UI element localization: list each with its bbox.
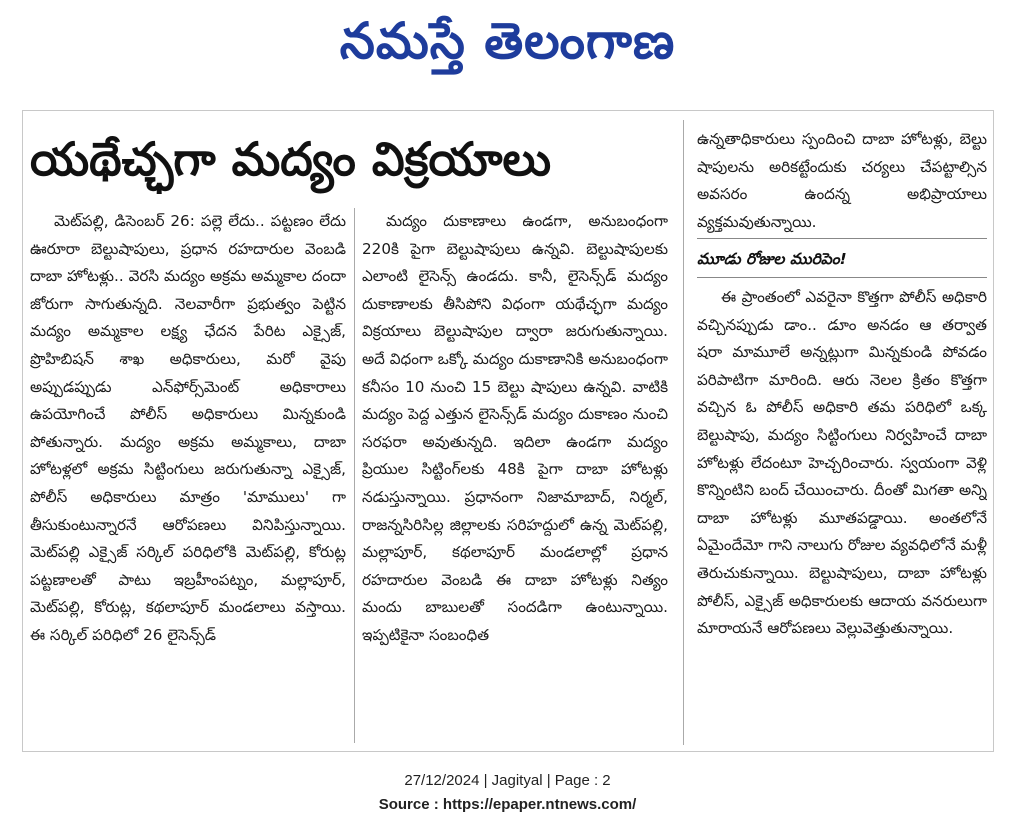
paragraph: మెట్‌పల్లి, డిసెంబర్ 26: పల్లె లేదు.. పట్టణం లేదు ఊరూరా బెల్టుషాపులు, ప్రధాన రహదారుల వెంబడి దాబా హోటళ్లు.. వెరసి మద్యం అక్రమ అమ్మకాల దందా జోరుగా సాగుతున్నది. నెలవారీగా ప్రభుత్వం పెట్టిన మద్యం అమ్మకాల లక్ష్య ఛేదన పేరిట ఎక్సైజ్, ప్రొహిబిషన్ శాఖ అధికారులు, మరో వైపు అప్పుడప్పుడు ఎన్‌ఫోర్స్‌మెంట్ అధికారాలు ఉపయోగించే పోలీస్ అధికారులు మిన్నకుండి పోతున్నారు. మద్యం అక్రమ అమ్మకాలు, దాబా హోటళ్లలో అక్రమ సిట్టింగులు జరుగుతున్నా ఎక్సైజ్, పోలీస్ అధికారులు మాత్రం 'మాములు' గా తీసుకుంటున్నారనే ఆరోపణలు వినిపిస్తున్నాయి. మెట్‌పల్లి ఎక్సైజ్ సర్కిల్ పరిధిలోకి మెట్‌పల్లి, కోరుట్ల పట్టణాలతో పాటు ఇబ్రహీంపట్నం, మల్లాపూర్, మెట్‌పల్లి, కోరుట్ల, కథలాపూర్ మండలాలు వస్తాయి. ఈ సర్కిల్ పరిధిలో 26 లైసెన్స్‌డ్ — [30, 212, 346, 644]
column-divider — [683, 120, 684, 745]
article-column-3-bottom — [697, 284, 987, 744]
paragraph: ఉన్నతాధికారులు స్పందించి దాబా హోటళ్లు, బెల్టు షాపులను అరికట్టేందుకు చర్యలు చేపట్టాల్సిన అవసరం ఉందన్న అభిప్రాయాలు వ్యక్తమవుతున్నాయి. — [697, 130, 987, 231]
article-headline: యథేచ్ఛగా మద్యం విక్రయాలు — [30, 132, 552, 186]
article-column-3-top — [697, 126, 987, 234]
sub-heading: మూడు రోజుల మురిపెం! — [697, 238, 987, 278]
footer-date-line: 27/12/2024 | Jagityal | Page : 2 — [404, 772, 611, 789]
column-divider — [354, 208, 355, 743]
article-column-2 — [362, 208, 668, 743]
paragraph: మద్యం దుకాణాలు ఉండగా, అనుబంధంగా 220కి పైగా బెల్టుషాపులు ఉన్నవి. బెల్టుషాపులకు ఎలాంటి లైసెన్స్ ఉండదు. కానీ, లైసెన్స్‌డ్ మద్యం దుకాణాలకు తీసిపోని విధంగా యథేచ్ఛగా మద్యం విక్రయాలు బెల్టుషాపుల ద్వారా జరుగుతున్నాయి. అదే విధంగా ఒక్కో మద్యం దుకాణానికి అనుబంధంగా కనీసం 10 నుంచి 15 బెల్టు షాపులు ఉన్నవి. వాటికి మద్యం పెద్ద ఎత్తున లైసెన్స్‌డ్ మద్యం దుకాణం నుంచి సరఫరా అవుతున్నది. ఇదిలా ఉండగా మద్యం ప్రియుల సిట్టింగ్‌లకు 48కి పైగా దాబా హోటళ్లు నడుస్తున్నాయి. ప్రధానంగా నిజామాబాద్, నిర్మల్, రాజన్నసిరిసిల్ల జిల్లాలకు సరిహద్దులో ఉన్న మెట్‌పల్లి, మల్లాపూర్, కథలాపూర్ మండలాల్లో ప్రధాన రహదారుల వెంబడి ఈ దాబా హోటళ్లు నిత్యం మందు బాబులతో సందడిగా ఉంటున్నాయి. ఇప్పటికైనా సంబంధిత — [362, 212, 668, 644]
masthead-logo: నమస్తే తెలంగాణ — [339, 12, 676, 70]
footer-source-line: Source : https://epaper.ntnews.com/ — [378, 796, 637, 813]
paragraph: ఈ ప్రాంతంలో ఎవరైనా కొత్తగా పోలీస్ అధికారి వచ్చినప్పుడు డాం.. డూం అనడం ఆ తర్వాత షరా మామూలే అన్నట్లుగా మిన్నకుండి పోవడం పరిపాటిగా మారింది. ఆరు నెలల క్రితం కొత్తగా వచ్చిన ఓ పోలీస్ అధికారి తమ పరిధిలో ఒక్క బెల్టుషాపు, మద్యం సిట్టింగులు నిర్వహించే దాబా హోటళ్లు లేదంటూ హెచ్చరించారు. స్వయంగా వెళ్లి కొన్నింటిని బంద్ చేయించారు. దీంతో మిగతా అన్ని దాబా హోటళ్లు మూతపడ్డాయి. అంతలోనే ఏమైందేమో గాని నాలుగు రోజుల వ్యవధిలోనే మళ్లీ తెరుచుకున్నాయి. బెల్టుషాపులు, దాబా హోటళ్లు పోలీస్, ఎక్సైజ్ అధికారులకు ఆదాయ వనరులుగా మారాయనే ఆరోపణలు వెల్లువెత్తుతున్నాయి. — [697, 288, 987, 638]
article-column-1 — [30, 208, 346, 743]
